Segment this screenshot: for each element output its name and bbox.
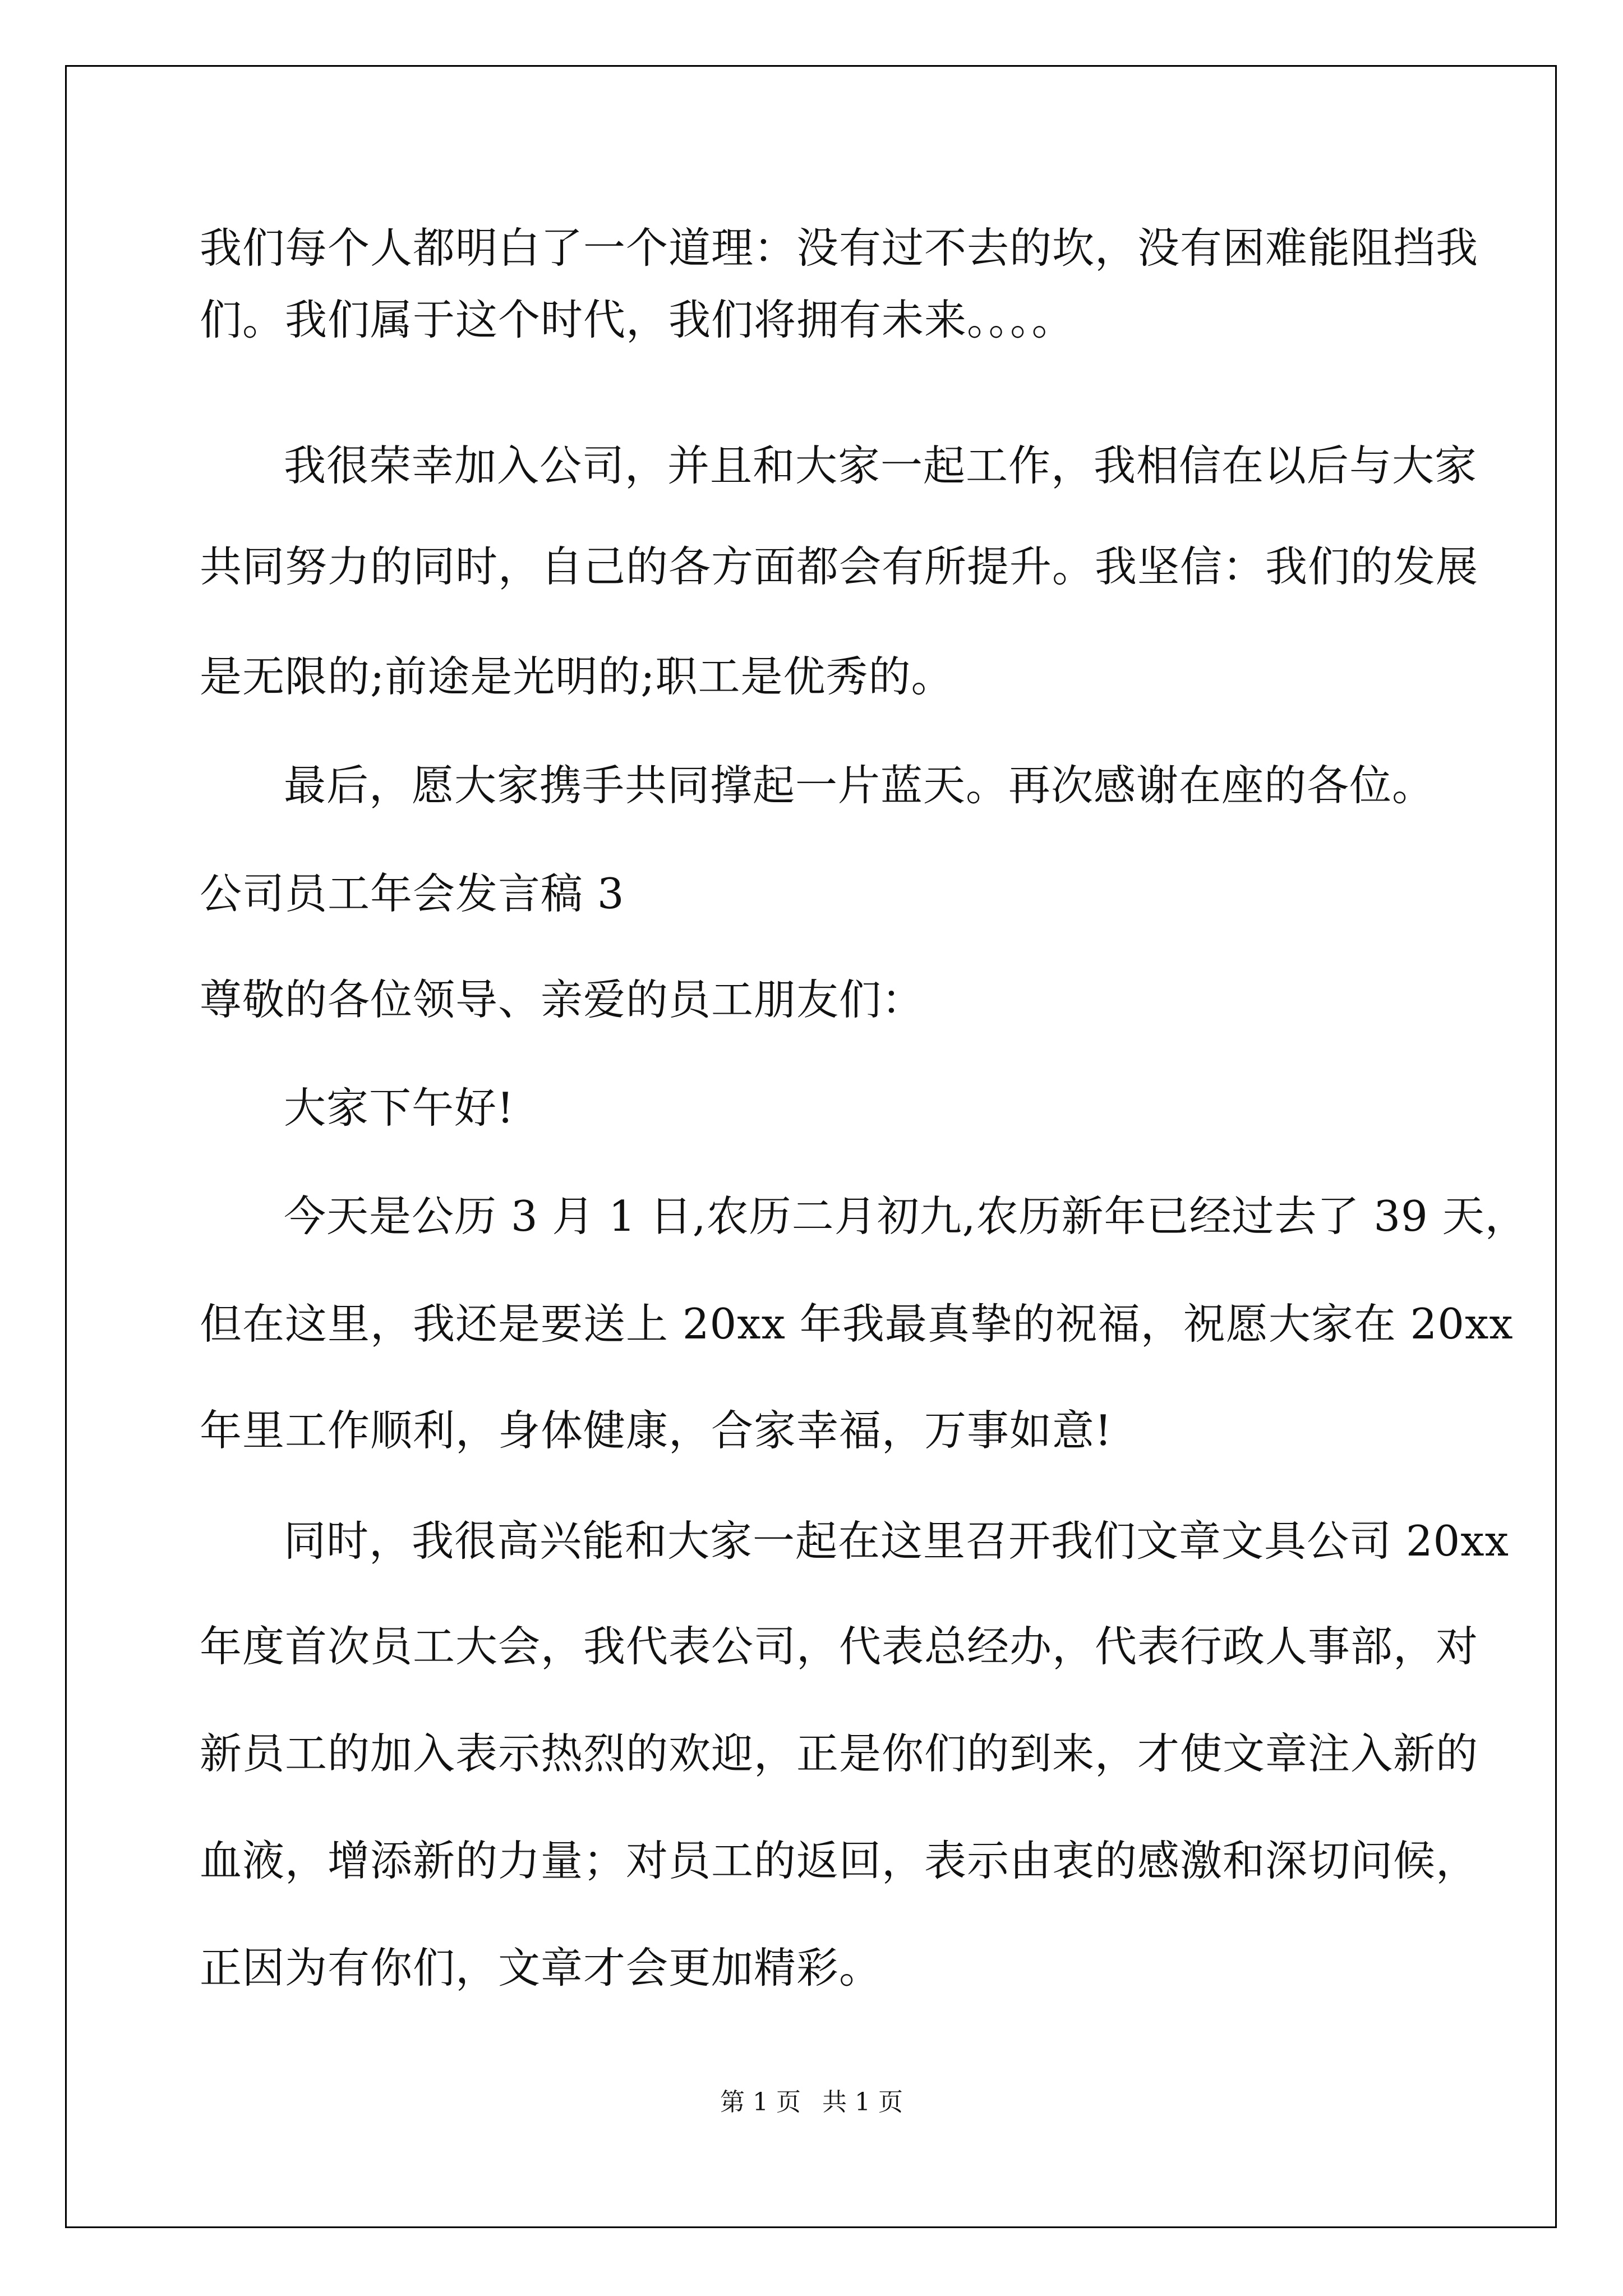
text-line: 年度首次员工大会，我代表公司，代表总经办，代表行政人事部，对 [200, 1622, 1479, 1671]
text-line: 共同努力的同时，自己的各方面都会有所提升。我坚信：我们的发展 [200, 542, 1479, 591]
text-line: 我很荣幸加入公司，并且和大家一起工作，我相信在以后与大家 [284, 441, 1478, 490]
text-line: 但在这里，我还是要送上 20xx 年我最真挚的祝福，祝愿大家在 20xx [200, 1299, 1514, 1349]
page-number: 第 1 页 [720, 2088, 801, 2116]
page-footer [0, 2086, 1623, 2119]
page-total: 共 1 页 [822, 2088, 903, 2116]
text-line: 今天是公历 3 月 1 日,农历二月初九,农历新年已经过去了 39 天， [284, 1191, 1528, 1241]
text-line: 是无限的;前途是光明的;职工是优秀的。 [200, 652, 954, 701]
text-line: 血液，增添新的力量；对员工的返回，表示由衷的感激和深切问候， [200, 1836, 1479, 1885]
section-title: 公司员工年会发言稿 3 [200, 869, 625, 918]
text-line: 正因为有你们，文章才会更加精彩。 [200, 1943, 882, 1993]
greeting-line: 尊敬的各位领导、亲爱的员工朋友们： [200, 975, 925, 1024]
page-border [65, 65, 1557, 2228]
text-line: 们。我们属于这个时代，我们将拥有未来。。。。 [200, 295, 1075, 344]
text-line: 同时，我很高兴能和大家一起在这里召开我们文章文具公司 20xx [284, 1516, 1509, 1566]
text-line: 年里工作顺利，身体健康，合家幸福，万事如意! [200, 1406, 1113, 1455]
text-line: 新员工的加入表示热烈的欢迎，正是你们的到来，才使文章注入新的 [200, 1729, 1479, 1778]
text-line: 大家下午好! [284, 1083, 515, 1133]
text-line: 我们每个人都明白了一个道理：没有过不去的坎，没有困难能阻挡我 [200, 223, 1479, 273]
text-line: 最后，愿大家携手共同撑起一片蓝天。再次感谢在座的各位。 [284, 761, 1435, 810]
